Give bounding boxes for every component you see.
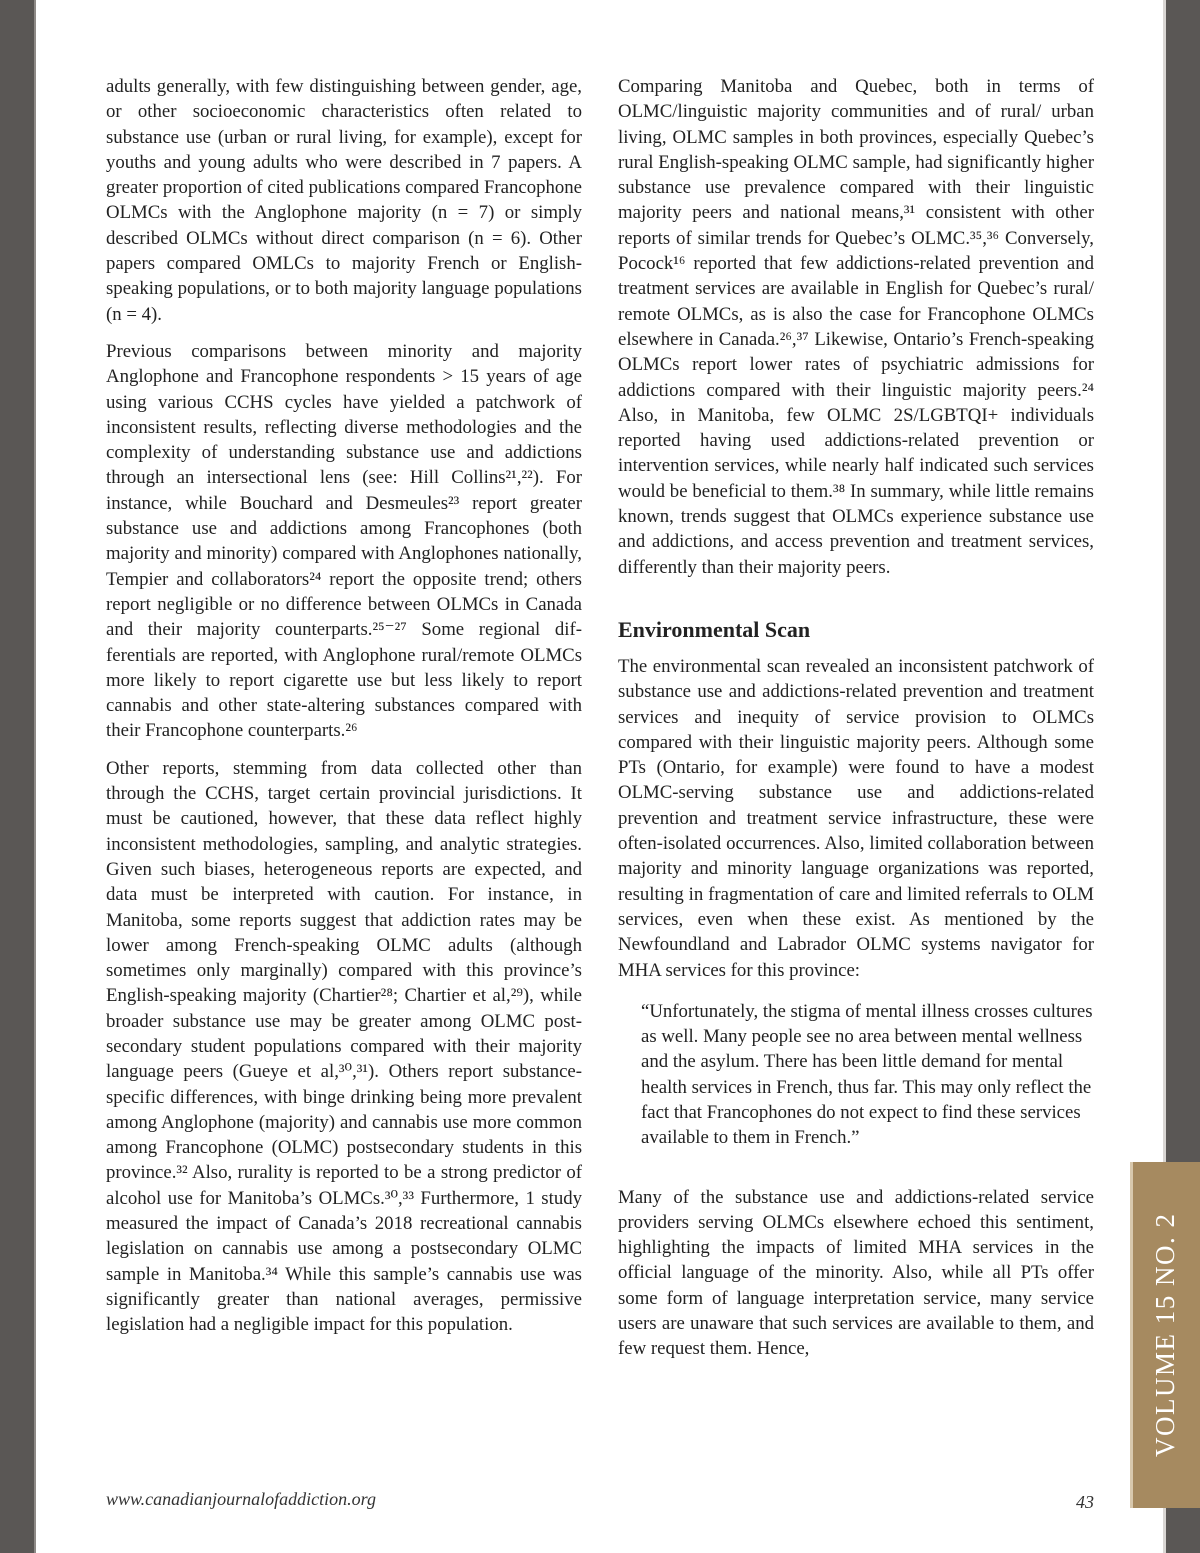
page-number: 43 [1076,1492,1094,1512]
footer-website: www.canadianjournalofaddiction.org [106,1489,377,1509]
scan-paragraph: The environmental scan revealed an inconsistent patchwork of substance use and addictions-related prevention and treatment services and inequity of service provision to OLMCs compared with their linguistic majority peers. Although some PTs (Ontario, for example) were found to have a modest OLMC-serving substance use and addictions-related prevention and treatment service infrastructure, these were often-isolated occurrences. Also, limited collaboration between majority and minority language organizations was reported, resulting in fragmentation of care and limited referrals to OLM services, even when these exist. As mentioned by the Newfoundland and Labrador OLMC systems navigator for MHA services for this province: [618,655,1094,981]
volume-label: VOLUME 15 NO. 2 [1150,1212,1180,1458]
right-intro-paragraph: Comparing Manitoba and Quebec, both in terms of OLMC/linguistic majority communities and of rural/ urban living, OLMC samples in both provinces, especially Quebec’s rural English-speaking OLMC sample, had significantly higher substance use prevalence compared with their linguistic majority peers and national means,³¹ consistent with other reports of similar trends for Quebec’s OLMC.³⁵,³⁶ Conversely, Pocock¹⁶ reported that few addictions-related prevention and treatment services are available in English for Quebec’s rural/ remote OLMCs, as is also the case for Francophone OLMCs elsewhere in Canada.²⁶,³⁷ Likewise, Ontario’s French-speaking OLMCs report lower rates of psychiatric admissions for addictions compared with their linguistic majority peers.²⁴ Also, in Manitoba, few OLMC 2S/LGBTQI+ individuals reported having used addictions-related prevention or intervention services, while nearly half indicated such services would be beneficial to them.³⁸ In summary, while little remains known, trends suggest that OLMCs experience substance use and addictions, and access prevention and treatment services, differently than their majority peers. [618,76,1094,578]
left-paragraph-1: adults generally, with few distinguishing between gender, age, or other socioeconomic characteristics often related to substance use (urban or rural living, for example), except for youths and young adults who were described in 7 papers. A greater proportion of cited publications compared Francophone OLMCs with the Anglophone majority (n = 7) or simply described OLMCs without direct comparison (n = 6). Other papers compared OMLCs to majority French or English-speaking populations, or to both majority language populations (n = 4). [106,76,582,325]
closing-paragraph: Many of the substance use and addictions-related service providers serving OLMCs elsewhere echoed this sentiment, highlighting the impacts of limited MHA services in the official language of the minority. Also, while all PTs offer some form of language interpretation service, many service users are unaware that such services are available to them, and few request them. Hence, [618,1186,1094,1360]
left-paragraph-3: Other reports, stemming from data collected other than through the CCHS, target certain provincial jurisdictions. It must be cautioned, however, that these data reflect highly inconsistent methodologies, sampling, and analytic strategies. Given such biases, heterogeneous reports are expected, and data must be interpreted with caution. For instance, in Manitoba, some reports suggest that addiction rates may be lower among French-speaking OLMC adults (although sometimes only marginally) compared with this province’s English-speaking majority (Chartier²⁸; Chartier et al,²⁹), while broader substance use may be greater among OLMC postsecondary student populations compared with their majority language peers (Gueye et al,³⁰,³¹). Others report substance-specific differences, with binge drinking being more prevalent among Anglophone (majority) and cannabis use more common among Francophone (OLMC) postsecondary students in this province.³² Also, rurality is reported to be a strong predictor of alcohol use for Manitoba’s OLMCs.³⁰,³³ Furthermore, 1 study measured the impact of Canada’s 2018 recreational cannabis legislation on cannabis use among a postsecondary OLMC sample in Manitoba.³⁴ While this sample’s cannabis use was significantly greater than national averages, permissive legislation had a negligible impact for this population. [106,757,582,1336]
left-margin-band [0,0,34,1553]
block-quote: “Unfortunately, the stigma of mental illness crosses cultures as well. Many people see no area between mental wellness and the asylum. There has been little demand for mental health services in French, thus far. This may only reflect the fact that Francophones do not expect to find these services available to them in French.” [641,1000,1093,1149]
right-column [618,74,1094,1362]
left-column [106,74,582,1350]
section-heading: Environmental Scan [618,616,811,642]
left-margin-edge [34,0,36,1553]
left-paragraph-2: Previous comparisons between minority and majority Anglophone and Francophone respondents > 15 years of age using various CCHS cycles have yielded a patchwork of inconsistent results, reflecting diverse methodologies and the complexity of understanding substance use and addictions through an intersectional lens (see: Hill Collins²¹,²²). For instance, while Bouchard and Desmeules²³ report greater substance use and addictions among Francophones (both majority and minority) compared with Anglophones nationally, Tempier and collaborators²⁴ report the opposite trend; others report negligible or no difference between OLMCs in Canada and their majority counterparts.²⁵⁻²⁷ Some regional differentials are reported, with Anglophone rural/remote OLMCs more likely to report cigarette use but less likely to report cannabis and other state-altering substances compared with their Francophone counterparts.²⁶ [106,340,582,742]
